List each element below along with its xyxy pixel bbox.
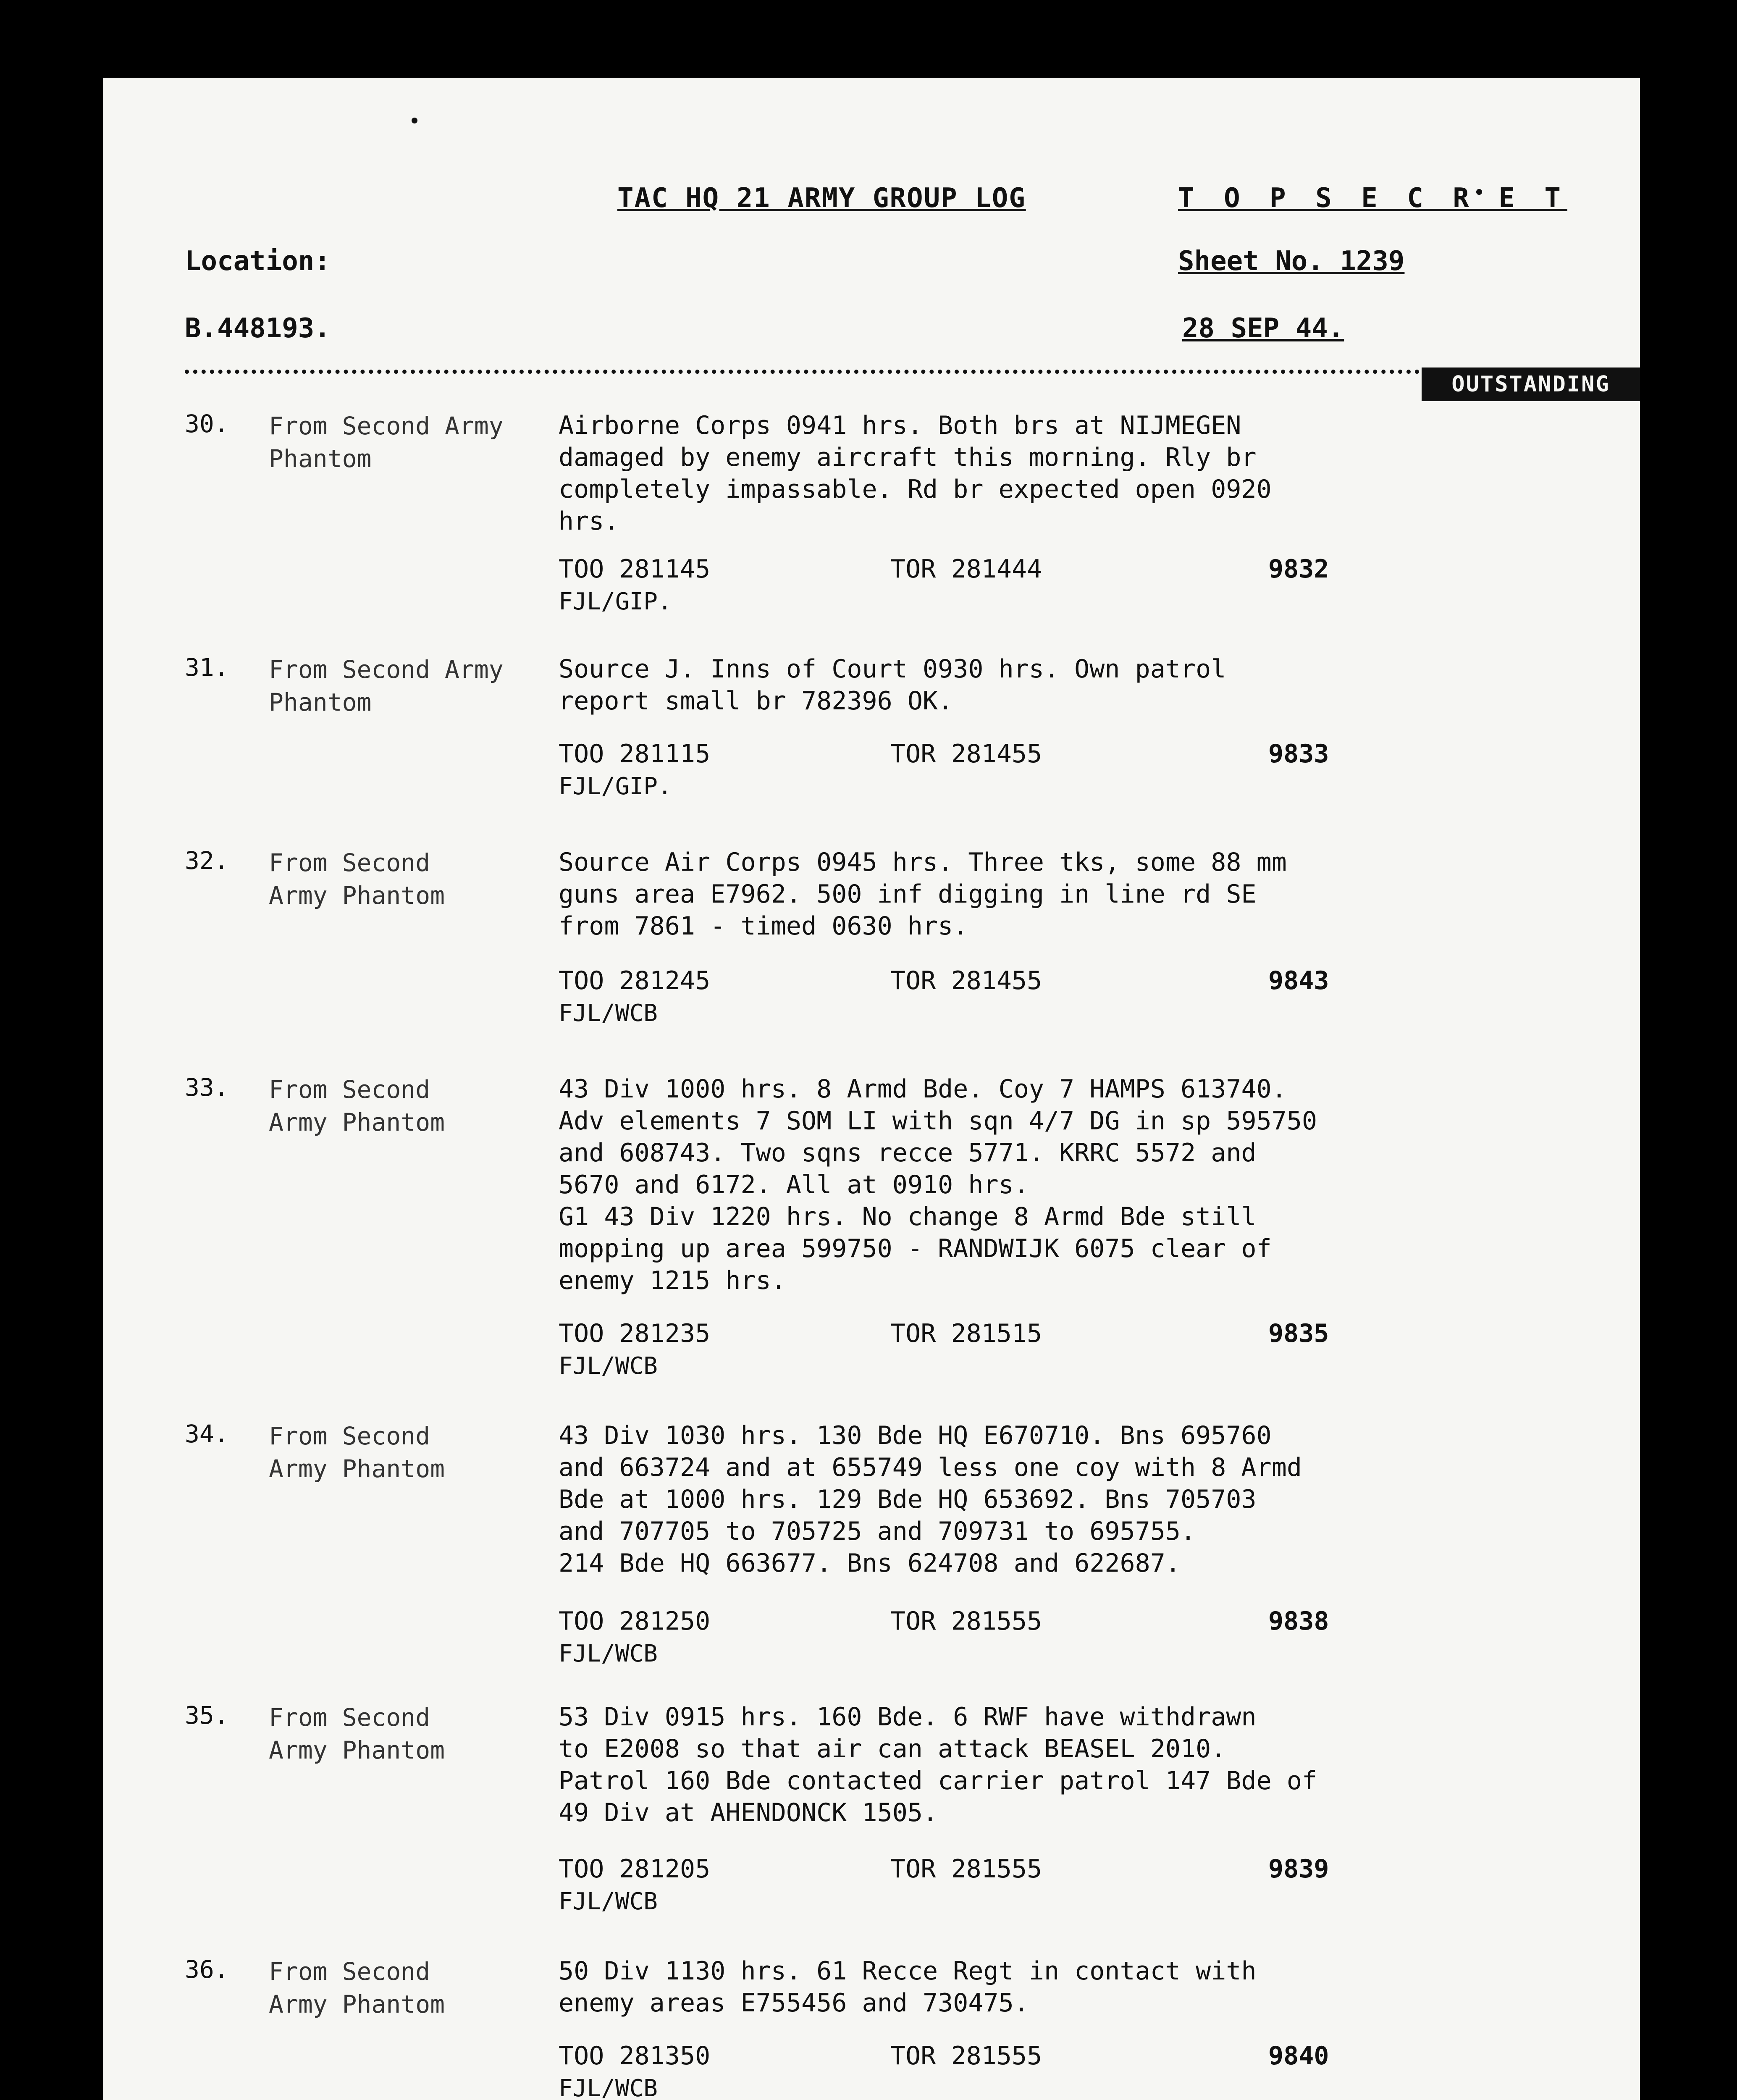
entry-tor: TOR 281455 [890,739,1042,769]
entry-source: From Second Army Phantom [269,412,504,473]
entry-text: 43 Div 1000 hrs. 8 Armd Bde. Coy 7 HAMPS 613740. Adv elements 7 SOM LI with sqn 4/7 DG in sp 595750 and 608743. Two sqns recce 5771. KRRC 5572 and 5670 and 6172. All at 0910 hrs. G1 43 Div 1220 hrs. No change 8 Armd Bde still mopping up area 599750 - RANDWIJK 6075 clear of enemy 1215 hrs. [559,1074,1317,1295]
entry-ref: 9833 [1268,739,1329,769]
entry-number: 35. [185,1701,229,1730]
entry-text: 53 Div 0915 hrs. 160 Bde. 6 RWF have withdrawn to E2008 so that air can attack BEASEL 2010. Patrol 160 Bde contacted carrier patrol 147 Bde of 49 Div at AHENDONCK 1505. [559,1702,1317,1827]
entry-text: 50 Div 1130 hrs. 61 Recce Regt in contact with enemy areas E755456 and 730475. [559,1956,1257,2018]
classification: T O P S E C R E T [1178,183,1568,214]
log-date: 28 SEP 44. [1182,313,1344,344]
sheet-number: Sheet No. 1239 [1178,246,1405,277]
entry-tor: TOR 281555 [890,1606,1042,1636]
entry-source: From Second Army Phantom [269,1703,445,1764]
entry-initials: FJL/GIP. [559,773,672,800]
entry-initials: FJL/GIP. [559,588,672,615]
entry-number: 33. [185,1073,229,1102]
entry-initials: FJL/WCB [559,1888,658,1915]
entry-too: TOO 281245 [559,966,711,995]
entry-ref: 9838 [1268,1606,1329,1636]
entry-initials: FJL/WCB [559,1352,658,1380]
entry-initials: FJL/WCB [559,1640,658,1667]
header-rule [185,370,1470,374]
entry-ref: 9835 [1268,1319,1329,1348]
entry-tor: TOR 281555 [890,1854,1042,1884]
entry-ref: 9843 [1268,966,1329,995]
entry-initials: FJL/WCB [559,1000,658,1027]
entry-source: From Second Army Phantom [269,1957,445,2019]
outstanding-stamp: OUTSTANDING [1422,368,1640,401]
entry-tor: TOR 281455 [890,966,1042,995]
ink-speck [412,118,417,123]
entry-tor: TOR 281444 [890,554,1042,584]
entry-number: 30. [185,410,229,438]
log-title: TAC HQ 21 ARMY GROUP LOG [617,183,1026,214]
entry-text: Source Air Corps 0945 hrs. Three tks, some 88 mm guns area E7962. 500 inf digging in line rd SE from 7861 - timed 0630 hrs. [559,848,1287,941]
entry-text: Airborne Corps 0941 hrs. Both brs at NIJMEGEN damaged by enemy aircraft this morning. Rly br completely impassable. Rd br expected open 0920 hrs. [559,411,1272,536]
entry-tor: TOR 281555 [890,2041,1042,2071]
entry-number: 31. [185,653,229,682]
entry-number: 32. [185,846,229,875]
entry-text: Source J. Inns of Court 0930 hrs. Own patrol report small br 782396 OK. [559,654,1226,716]
entry-too: TOO 281235 [559,1319,711,1348]
entry-source: From Second Army Phantom [269,1422,445,1483]
entry-source: From Second Army Phantom [269,848,445,910]
entry-too: TOO 281205 [559,1854,711,1884]
location-value: B.448193. [185,313,331,344]
document-page [103,78,1640,2100]
entry-source: From Second Army Phantom [269,1075,445,1137]
entry-too: TOO 281350 [559,2041,711,2071]
entry-ref: 9839 [1268,1854,1329,1884]
entry-text: 43 Div 1030 hrs. 130 Bde HQ E670710. Bns 695760 and 663724 and at 655749 less one coy with 8 Armd Bde at 1000 hrs. 129 Bde HQ 653692. Bns 705703 and 707705 to 705725 and 709731 to 695755. 214 Bde HQ 663677. Bns 624708 and 622687. [559,1421,1302,1578]
entry-tor: TOR 281515 [890,1319,1042,1348]
entry-too: TOO 281250 [559,1606,711,1636]
entry-initials: FJL/WCB [559,2075,658,2100]
entry-source: From Second Army Phantom [269,655,504,717]
entry-ref: 9832 [1268,554,1329,584]
entry-too: TOO 281145 [559,554,711,584]
entry-number: 34. [185,1420,229,1448]
entry-too: TOO 281115 [559,739,711,769]
entry-ref: 9840 [1268,2041,1329,2071]
entry-number: 36. [185,1955,229,1984]
location-label: Location: [185,246,331,277]
